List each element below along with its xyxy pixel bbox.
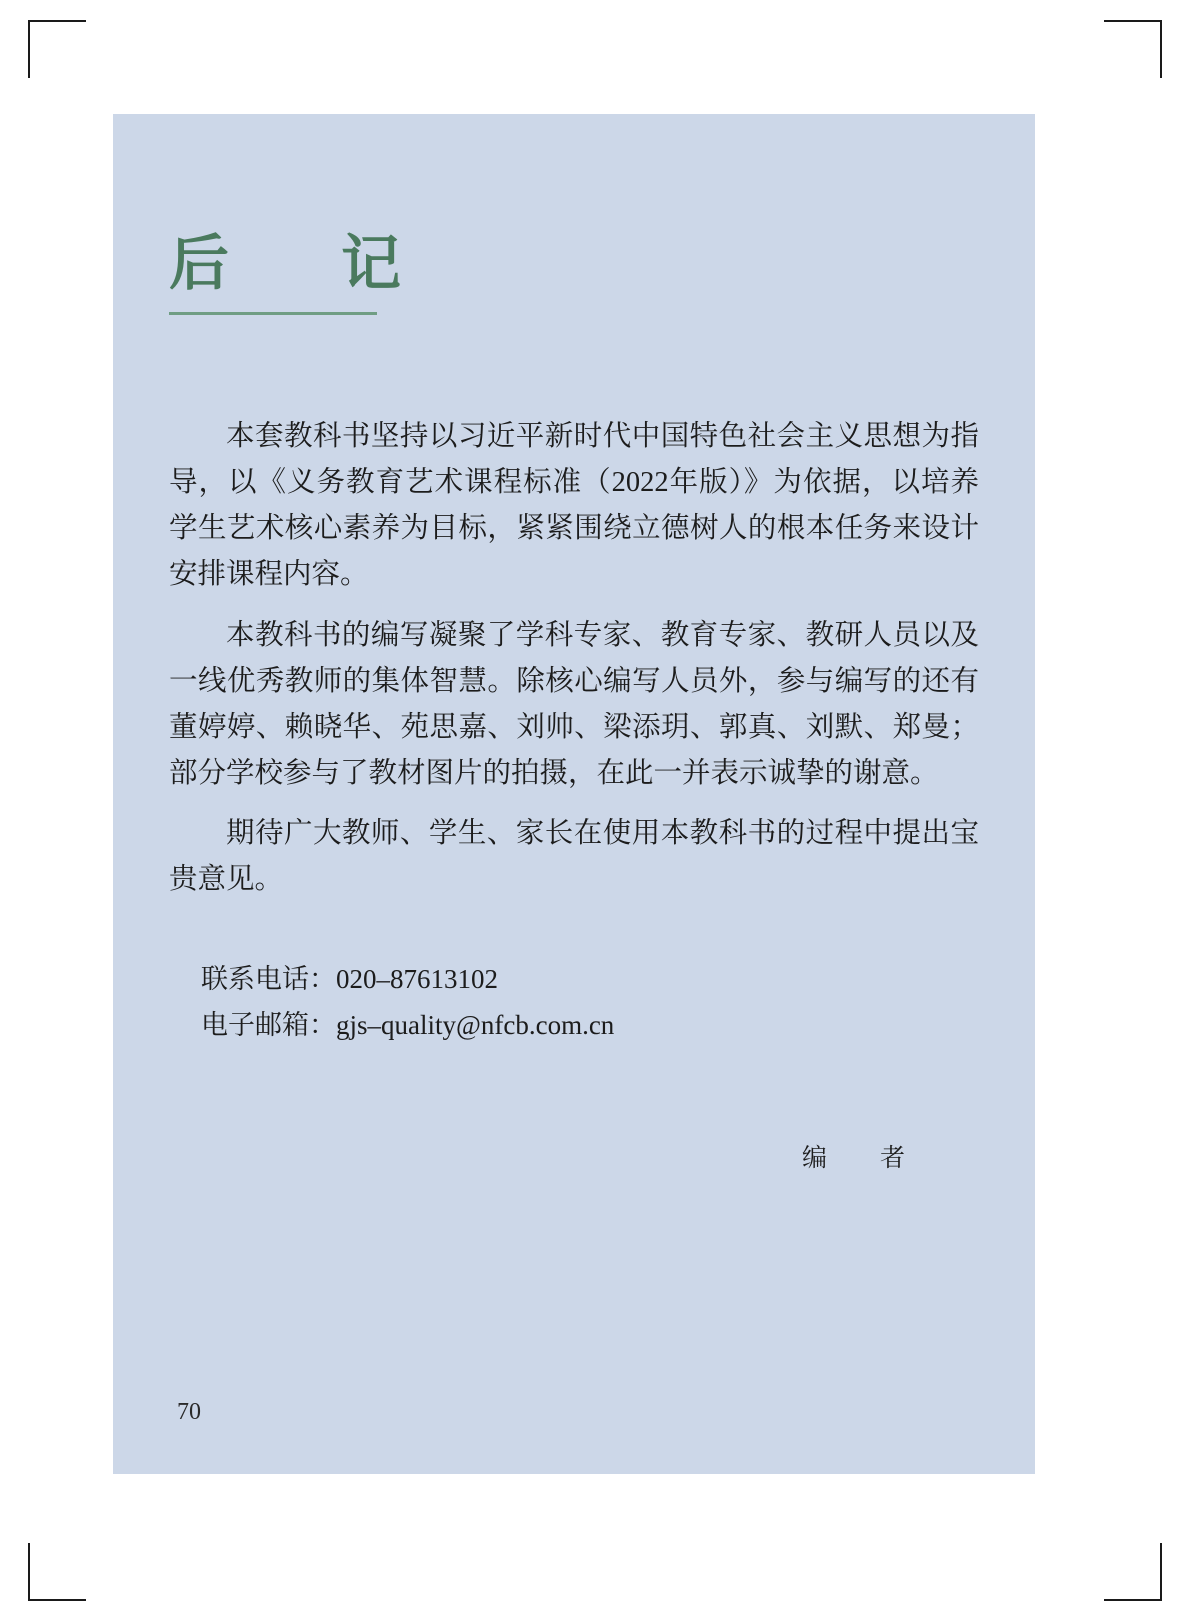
page-panel <box>113 114 1035 1474</box>
crop-mark-bottom-right <box>1104 1543 1162 1601</box>
crop-mark-bottom-left <box>28 1543 86 1601</box>
contact-email: 电子邮箱：gjs–quality@nfcb.com.cn <box>201 1010 615 1040</box>
page-title-block <box>169 229 429 315</box>
crop-mark-top-left <box>28 20 86 78</box>
paragraph: 本套教科书坚持以习近平新时代中国特色社会主义思想为指导，以《义务教育艺术课程标准（2022年版）》为依据，以培养学生艺术核心素养为目标，紧紧围绕立德树人的根本任务来设计安排课程内容。 <box>169 421 979 591</box>
page-number: 70 <box>177 1399 201 1425</box>
contact-block <box>169 956 979 1049</box>
signature: 编 者 <box>801 1145 919 1173</box>
contact-phone: 联系电话：020–87613102 <box>201 963 498 994</box>
title-underline <box>169 312 377 315</box>
paragraph: 期待广大教师、学生、家长在使用本教科书的过程中提出宝贵意见。 <box>169 818 979 896</box>
page-title: 后 记 <box>169 229 427 299</box>
crop-mark-top-right <box>1104 20 1162 78</box>
afterword-body <box>169 414 979 1174</box>
paragraph: 本教科书的编写凝聚了学科专家、教育专家、教研人员以及一线优秀教师的集体智慧。除核心编写人员外，参与编写的还有董婷婷、赖晓华、苑思嘉、刘帅、梁添玥、郭真、刘默、郑曼；部分学校参与了教材图片的拍摄，在此一并表示诚挚的谢意。 <box>169 619 979 790</box>
